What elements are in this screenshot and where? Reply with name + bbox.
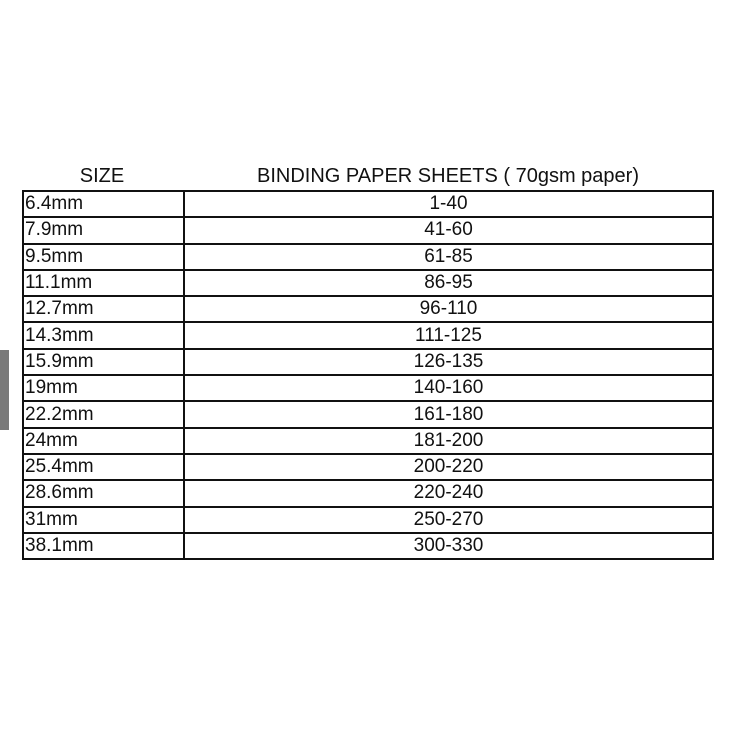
sheets-cell: 181-200 — [184, 428, 713, 454]
sheets-cell: 200-220 — [184, 454, 713, 480]
size-table — [22, 190, 714, 560]
table-row — [23, 533, 713, 559]
size-cell: 31mm — [23, 507, 184, 533]
size-cell: 38.1mm — [23, 533, 184, 559]
size-cell: 15.9mm — [23, 349, 184, 375]
table-row — [23, 428, 713, 454]
sheets-cell: 41-60 — [184, 217, 713, 243]
size-cell: 12.7mm — [23, 296, 184, 322]
size-cell: 19mm — [23, 375, 184, 401]
size-cell: 14.3mm — [23, 322, 184, 348]
header-size: SIZE — [79, 165, 125, 187]
sheets-cell: 111-125 — [184, 322, 713, 348]
sheets-cell: 161-180 — [184, 401, 713, 427]
table-row — [23, 507, 713, 533]
size-cell: 9.5mm — [23, 244, 184, 270]
table-row — [23, 375, 713, 401]
size-cell: 24mm — [23, 428, 184, 454]
header-binding-sheets: BINDING PAPER SHEETS ( 70gsm paper) — [257, 165, 639, 187]
table-row — [23, 401, 713, 427]
sheets-cell: 300-330 — [184, 533, 713, 559]
side-scroll-tab[interactable] — [0, 350, 9, 430]
table-row — [23, 296, 713, 322]
size-cell: 7.9mm — [23, 217, 184, 243]
table-row — [23, 480, 713, 506]
sheets-cell: 140-160 — [184, 375, 713, 401]
sheets-cell: 86-95 — [184, 270, 713, 296]
sheets-cell: 1-40 — [184, 191, 713, 217]
table-row — [23, 322, 713, 348]
size-cell: 11.1mm — [23, 270, 184, 296]
table-row — [23, 349, 713, 375]
table-row — [23, 191, 713, 217]
sheets-cell: 126-135 — [184, 349, 713, 375]
size-cell: 6.4mm — [23, 191, 184, 217]
table-row — [23, 244, 713, 270]
table-row — [23, 454, 713, 480]
table-header — [22, 162, 714, 190]
sheets-cell: 96-110 — [184, 296, 713, 322]
sheets-cell: 250-270 — [184, 507, 713, 533]
size-cell: 28.6mm — [23, 480, 184, 506]
table-row — [23, 270, 713, 296]
size-cell: 22.2mm — [23, 401, 184, 427]
size-cell: 25.4mm — [23, 454, 184, 480]
sheets-cell: 220-240 — [184, 480, 713, 506]
table-row — [23, 217, 713, 243]
sheets-cell: 61-85 — [184, 244, 713, 270]
binding-size-chart — [22, 162, 714, 560]
